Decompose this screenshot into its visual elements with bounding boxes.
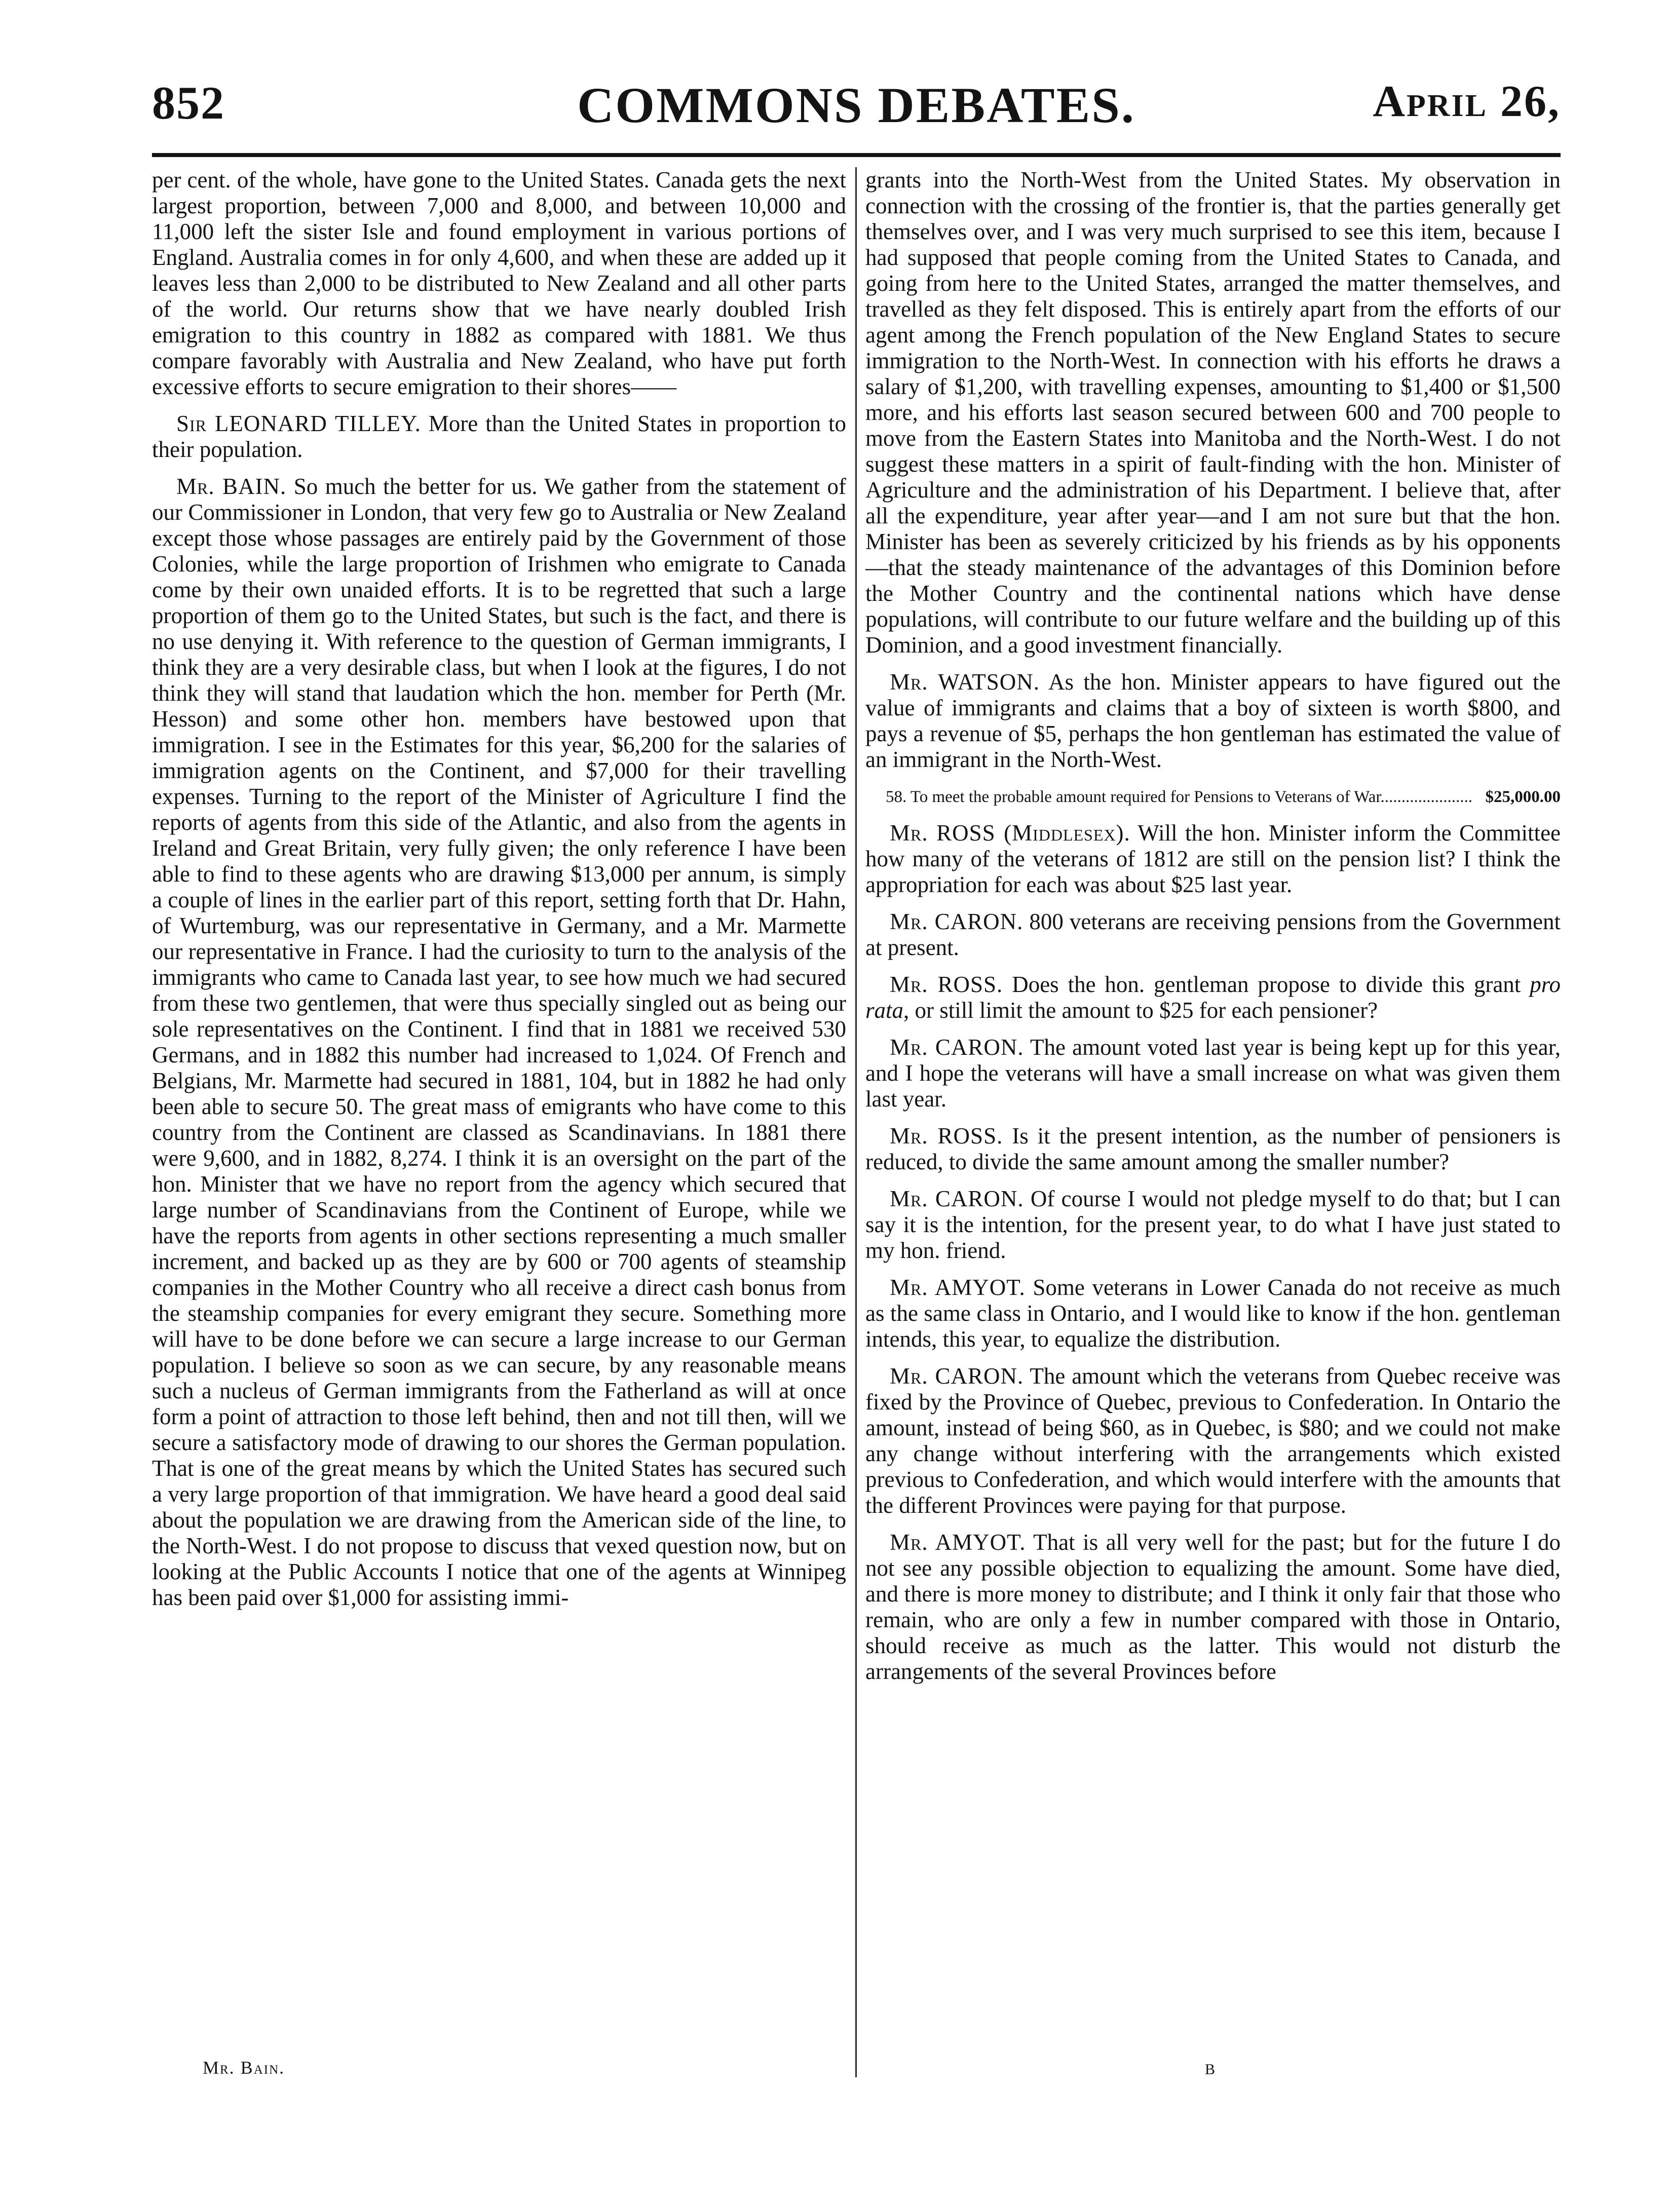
speech-tilley	[152, 411, 846, 463]
page-number: 852	[152, 77, 225, 129]
speech-italic-text: pro rata	[865, 972, 1561, 1023]
right-column	[865, 167, 1561, 1696]
footer-signature-mark: B	[1205, 2061, 1216, 2078]
speech-caron	[865, 1363, 1561, 1518]
speech-text: , or still limit the amount to $25 for each pensioner?	[903, 998, 1378, 1023]
speech-text: More than the United States in proportion to their population.	[152, 411, 846, 462]
speaker-name: Mr. AMYOT.	[890, 1275, 1026, 1300]
page-date: April 26,	[1373, 77, 1561, 126]
footer-speaker-catchword: Mr. Bain.	[203, 2057, 285, 2078]
speech-amyot	[865, 1275, 1561, 1352]
speech-watson	[865, 669, 1561, 773]
speaker-name: Mr. ROSS (Middlesex).	[890, 820, 1130, 846]
speaker-name: Mr. WATSON.	[890, 669, 1040, 695]
speaker-name: Mr. CARON.	[890, 1035, 1024, 1060]
speech-text: That is all very well for the past; but for the future I do not see any possible objection to equalizing the amount. Some have died, and there is more money to distribute; and I think it only fair that those who remain, who are only a few in number compared with those in Ontario, should receive as much as the latter. This would not disturb the arrangements of the several Provinces before	[865, 1530, 1561, 1684]
right-paragraph-continued: grants into the North-West from the United States. My observation in connection with the crossing of the frontier is, that the parties generally get themselves over, and I was very much surprised to see this item, because I had supposed that people coming from the United States to Canada, and going from here to the United States, arranged the matter themselves, and travelled as they felt disposed. This is entirely apart from the efforts of our agent among the French population of the New England States to secure immigration to the North-West. In connection with his efforts he draws a salary of $1,200, with travelling expenses, amounting to $1,400 or $1,500 more, and his efforts last season secured between 600 and 700 people to move from the Eastern States into Manitoba and the North-West. I do not suggest these matters in a spirit of fault-finding with the hon. Minister of Agriculture and the administration of his Department. I believe that, after all the expenditure, year after year—and I am not sure but that the hon. Minister has been as severely criticized by his friends as by his opponents—that the steady maintenance of the advantages of this Dominion before the Mother Country and the continental nations which have dense populations, will contribute to our future welfare and the building up of this Dominion, and a good investment financially.	[865, 167, 1561, 658]
speech-ross-middlesex	[865, 820, 1561, 898]
speech-text: Is it the present intention, as the number of pensioners is reduced, to divide the same amount among the smaller number?	[865, 1123, 1561, 1174]
estimate-description: 58. To meet the probable amount required for Pensions to Veterans of War......................	[886, 788, 1473, 806]
speech-text: As the hon. Minister appears to have figured out the value of immigrants and claims that a boy of sixteen is worth $800, and pays a revenue of $5, perhaps the hon gentleman has estimated the value of an immigrant in the North-West.	[865, 669, 1561, 772]
column-divider	[855, 167, 857, 2077]
speech-ross	[865, 972, 1561, 1023]
speech-text: Some veterans in Lower Canada do not receive as much as the same class in Ontario, and I would like to know if the hon. gentleman intends, this year, to equalize the distribution.	[865, 1275, 1561, 1352]
speech-caron	[865, 909, 1561, 961]
speech-text: So much the better for us. We gather from the statement of our Commissioner in London, that very few go to Australia or New Zealand except those whose passages are entirely paid by the Government of those Colonies, while the large proportion of Irishmen who emigrate to Canada come by their own unaided efforts. It is to be regretted that such a large proportion of them go to the United States, but such is the fact, and there is no use denying it. With reference to the question of German immigrants, I think they are a very desirable class, but when I look at the figures, I do not think they will stand that laudation which the hon. member for Perth (Mr. Hesson) and some other hon. members have bestowed upon that immigration. I see in the Estimates for this year, $6,200 for the salaries of immigration agents on the Continent, and $7,000 for their travelling expenses. Turning to the report of the Minister of Agriculture I find the reports of agents from this side of the Atlantic, and also from the agents in Ireland and Great Britain, very fully given; the only reference I have been able to find to these agents who are drawing $13,000 per annum, is simply a couple of lines in the earlier part of this report, setting forth that Dr. Hahn, of Wurtemburg, was our representative in Germany, and a Mr. Marmette our representative in France. I had the curiosity to turn to the analysis of the immigrants who came to Canada last year, to see how much we had secured from these two gentlemen, that were thus specially singled out as being our sole representatives on the Continent. I find that in 1881 we received 530 Germans, and in 1882 this number had increased to 1,024. Of French and Belgians, Mr. Marmette had secured in 1881, 104, but in 1882 he had only been able to secure 50. The great mass of emigrants who have come to this country from the Continent are classed as Scandinavians. In 1881 there were 9,600, and in 1882, 8,274. I think it is an oversight on the part of the hon. Minister that we have no report from the agency which secured that large number of Scandinavians from the Continent of Europe, while we have the reports from agents in other sections representing a much smaller increment, and backed up as they are by 600 or 700 agents of steamship companies in the Mother Country who all receive a direct cash bonus from the steamship companies for every emigrant they secure. Something more will have to be done before we can secure a large increase to our German population. I believe so soon as we can secure, by any reasonable means such a nucleus of German immigrants from the Fatherland as will at once form a point of attraction to those left behind, then and not till then, will we secure a satisfactory mode of drawing to our shores the German population. That is one of the great means by which the United States has secured such a very large proportion of that immigration. We have heard a good deal said about the population we are drawing from the American side of the line, to the North-West. I do not propose to discuss that vexed question now, but on looking at the Public Accounts I notice that one of the agents at Winnipeg has been paid over $1,000 for assisting immi-	[152, 474, 846, 1610]
speech-text: Of course I would not pledge myself to do that; but I can say it is the intention, for the present year, to do what I have just stated to my hon. friend.	[865, 1186, 1561, 1263]
speaker-name: Mr. AMYOT.	[890, 1530, 1026, 1555]
speech-caron	[865, 1035, 1561, 1112]
speech-text: Will the hon. Minister inform the Committee how many of the veterans of 1812 are still on the pension list? I think the appropriation for each was about $25 last year.	[865, 820, 1561, 897]
speech-caron	[865, 1186, 1561, 1264]
header-rule	[152, 153, 1561, 157]
estimate-item	[865, 787, 1561, 807]
speech-text: The amount voted last year is being kept up for this year, and I hope the veterans will have a small increase on what was given them last year.	[865, 1035, 1561, 1112]
speaker-name: Mr. CARON.	[890, 1363, 1024, 1389]
speech-text: 800 veterans are receiving pensions from the Government at present.	[865, 909, 1561, 960]
speaker-name: Sir LEONARD TILLEY.	[176, 411, 421, 436]
speech-text: The amount which the veterans from Quebec receive was fixed by the Province of Quebec, previous to Confederation. In Ontario the amount, instead of being $60, as in Quebec, is $80; and we could not make any change without interfering with the arrangements which existed previous to Confederation, and which would interfere with the amounts that the different Provinces were paying for that purpose.	[865, 1363, 1561, 1518]
speech-amyot	[865, 1530, 1561, 1685]
speech-text: Does the hon. gentleman propose to divide this grant	[1012, 972, 1521, 997]
speech-ross	[865, 1123, 1561, 1175]
speaker-name: Mr. ROSS.	[890, 972, 1003, 997]
page-header	[152, 76, 1561, 152]
speaker-name: Mr. ROSS.	[890, 1123, 1003, 1149]
speaker-name: Mr. CARON.	[890, 909, 1023, 934]
speech-bain	[152, 474, 846, 1611]
speaker-name: Mr. CARON.	[890, 1186, 1024, 1211]
left-column	[152, 167, 846, 1622]
estimate-amount: $25,000.00	[1485, 788, 1561, 806]
publication-title: COMMONS DEBATES.	[577, 77, 1135, 133]
left-paragraph-continued: per cent. of the whole, have gone to the United States. Canada gets the next largest proportion, between 7,000 and 8,000, and between 10,000 and 11,000 left the sister Isle and found employment in various portions of England. Australia comes in for only 4,600, and when these are added up it leaves less than 2,000 to be distributed to New Zealand and all other parts of the world. Our returns show that we have nearly doubled Irish emigration to this country in 1882 as compared with 1881. We thus compare favorably with Australia and New Zealand, who have put forth excessive efforts to secure emigration to their shores——	[152, 167, 846, 399]
speaker-name: Mr. BAIN.	[176, 474, 287, 499]
